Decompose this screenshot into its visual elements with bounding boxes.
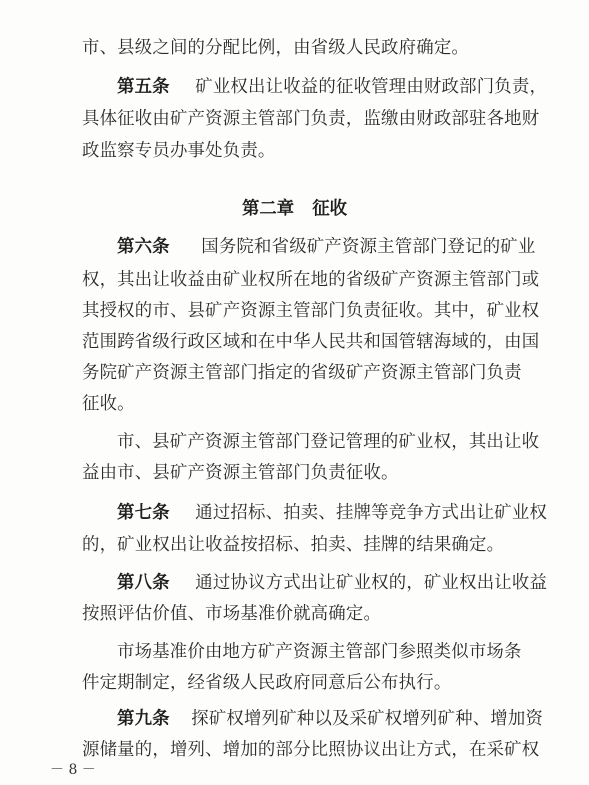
article-8-line	[117, 571, 589, 595]
paragraph-line	[82, 299, 589, 323]
article-label: 第七条	[117, 503, 170, 523]
line-text: 通过协议方式出让矿业权的，矿业权出让收益	[195, 573, 548, 593]
chapter-heading: 第二章 征收	[241, 199, 348, 219]
line-text: 市场基准价由地方矿产资源主管部门参照类似市场条	[117, 642, 522, 662]
article-9-line	[117, 707, 589, 731]
paragraph-line	[82, 533, 589, 557]
line-text: 矿业权出让收益的征收管理由财政部门负责，	[195, 77, 548, 97]
article-label: 第六条	[117, 237, 170, 257]
article-label: 第八条	[117, 573, 170, 593]
paragraph-line	[82, 139, 589, 163]
line-text: 件定期制定，经省级人民政府同意后公布执行。	[82, 673, 452, 693]
paragraph-line	[82, 461, 589, 485]
article-6-line	[117, 235, 589, 259]
paragraph-line	[82, 268, 589, 292]
line-text: 按照评估价值、市场基准价就高确定。	[82, 604, 382, 624]
line-text: 征收。	[82, 394, 135, 414]
article-label: 第九条	[117, 709, 170, 729]
article-label: 第五条	[117, 77, 170, 97]
line-text: 探矿权增列矿种以及采矿权增列矿种、增加资	[191, 709, 544, 729]
article-5-line	[117, 75, 589, 99]
line-text: 国务院和省级矿产资源主管部门登记的矿业	[201, 237, 536, 257]
line-text: 的，矿业权出让收益按招标、拍卖、挂牌的结果确定。	[82, 535, 505, 555]
line-text: 市、县级之间的分配比例，由省级人民政府确定。	[82, 38, 469, 58]
paragraph-line	[82, 738, 589, 762]
line-text: 务院矿产资源主管部门指定的省级矿产资源主管部门负责	[82, 363, 522, 383]
paragraph-line	[82, 361, 589, 385]
line-text: 权，其出让收益由矿业权所在地的省级矿产资源主管部门或	[82, 270, 540, 290]
line-text: 政监察专员办事处负责。	[82, 141, 276, 161]
line-text: 通过招标、拍卖、挂牌等竞争方式出让矿业权	[195, 503, 548, 523]
paragraph-line	[82, 330, 589, 354]
page-number: － 8 －	[50, 762, 96, 778]
paragraph-line	[117, 430, 589, 454]
line-text: 具体征收由矿产资源主管部门负责，监缴由财政部驻各地财	[82, 109, 540, 129]
line-text: 范围跨省级行政区域和在中华人民共和国管辖海域的，由国	[82, 332, 540, 352]
paragraph-line	[82, 671, 589, 695]
line-text: 源储量的，增列、增加的部分比照协议出让方式，在采矿权	[82, 740, 540, 760]
line-text: 其授权的市、县矿产资源主管部门负责征收。其中，矿业权	[82, 301, 540, 321]
line-text: 益由市、县矿产资源主管部门负责征收。	[82, 463, 399, 483]
paragraph-line	[82, 36, 589, 60]
paragraph-line	[82, 107, 589, 131]
paragraph-line	[82, 602, 589, 626]
paragraph-line	[117, 640, 589, 664]
paragraph-line	[82, 392, 589, 416]
article-7-line	[117, 501, 589, 525]
line-text: 市、县矿产资源主管部门登记管理的矿业权，其出让收	[117, 432, 540, 452]
